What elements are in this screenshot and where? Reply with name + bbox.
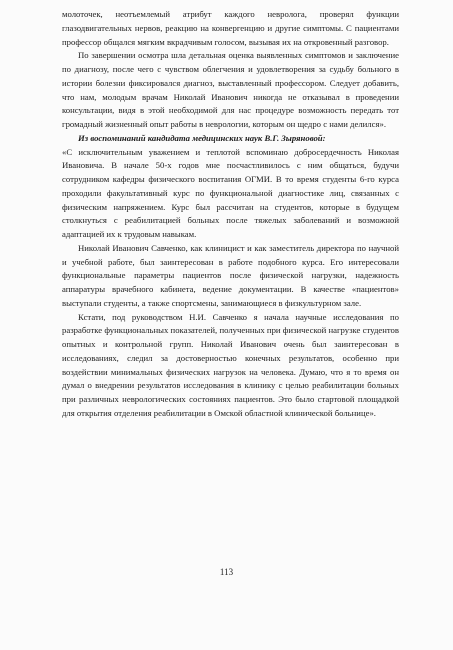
paragraph-2: По завершении осмотра шла детальная оценка выявленных симптомов и заключение по диагнозу, после чего с чувством облегчения и удовлетворения за судьбу больного в истории болезни фиксировался диагноз, выставленный профессором. Следует добавить, что нам, молодым врачам Николай Иванович никогда не отказывал в проведении консультации, видя в этой необходимой для нас процедуре возможность передать тот громадный жизненный опыт работы в неврологии, которым он щедро с нами делился». — [62, 50, 399, 129]
body-text — [62, 8, 399, 421]
paragraph-3 — [62, 132, 399, 242]
paragraph-3-text: «С исключительным уважением и теплотой вспоминаю добросердечность Николая Ивановича. В начале 50-х годов мне посчастливилось с ним общаться, будучи сотрудником кафедры физического воспитания ОГМИ. В то время студенты 6-го курса проходили факультативный курс по функциональной диагностике лиц, связанных с физическим напряжением. Курс был рассчитан на студентов, которые в будущем столкнуться с реабилитацией больных после тяжелых заболеваний и возможной адаптацией их к трудовым навыкам. — [62, 146, 399, 239]
page-number: 113 — [219, 567, 234, 577]
paragraph-4: Николай Иванович Савченко, как клиницист и как заместитель директора по научной и учебной работе, был заинтересован в работе подобного курса. Его интересовали функциональные параметры пациентов после физической нагрузки, надежность аппаратуры врачебного кабинета, ведение документации. В качестве «пациентов» выступали студенты, а также спортсмены, занимающиеся в физкультурном зале. — [62, 242, 399, 308]
paragraph-1: молоточек, неотъемлемый атрибут каждого невролога, проверял функции глазодвигательных нервов, реакцию на конвергенцию и другие симптомы. С пациентами профессор общался мягким вкрадчивым голосом, вызывая их на откровенный разговор. — [62, 9, 399, 47]
memoir-heading: Из воспоминаний кандидата медицинских наук В.Г. Зыряновой: — [78, 132, 326, 143]
paragraph-5: Кстати, под руководством Н.И. Савченко я начала научные исследования по разработке функциональных показателей, полученных при физической нагрузке студентов опытных и контрольной групп. Николай Иванович очень был заинтересован в исследованиях, следил за достоверностью конечных результатов, особенно при воздействии минимальных физических нагрузок на человека. Думаю, что я то время он думал о внедрении результатов исследования в клинику с целью реабилитации больных при различных неврологических состояниях пациентов. Это было стартовой площадкой для открытия отделения реабилитации в Омской областной клинической больнице». — [62, 311, 399, 418]
